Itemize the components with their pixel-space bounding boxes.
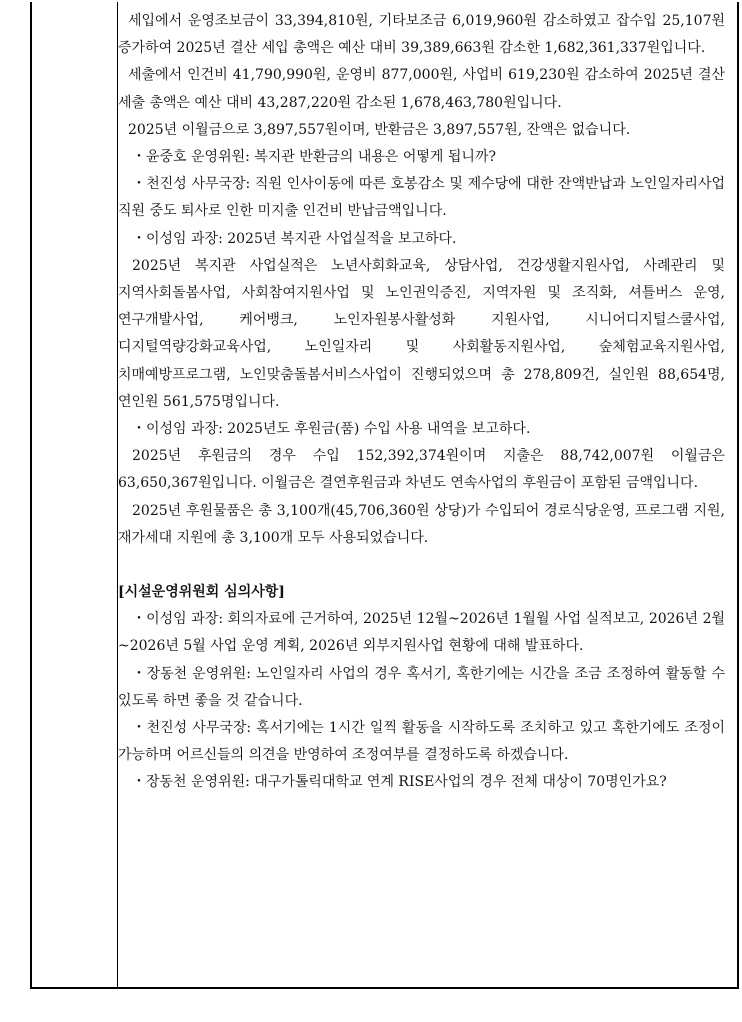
speaker-line: ・천진성 사무국장: 직원 인사이동에 따른 호봉감소 및 제수당에 대한 잔액반납과 노인일자리사업 직원 중도 퇴사로 인한 미지출 인건비 반납금액입니다. bbox=[118, 176, 725, 220]
section-heading: [시설운영위원회 심의사항] bbox=[118, 584, 285, 601]
paragraph-donations: 2025년 후원금의 경우 수입 152,392,374원이며 지출은 88,742,007원 이월금은 63,650,367원입니다. 이월금은 결연후원금과 차년도 연속사업의 후원금이 포함된 금액입니다. bbox=[118, 448, 725, 492]
speaker-line: ・장동천 운영위원: 대구가톨릭대학교 연계 RISE사업의 경우 전체 대상이 70명인가요? bbox=[132, 774, 667, 791]
paragraph-performance: 2025년 복지관 사업실적은 노년사회화교육, 상담사업, 건강생활지원사업, 사례관리 및 지역사회돌봄사업, 사회참여지원사업 및 노인권익증진, 지역자원 및 조직화, 셔틀버스 운영, 연구개발사업, 케어뱅크, 노인자원봉사활성화 지원사업, 시니어디지털스쿨사업, 디지털역량강화교육사업, 노인일자리 및 사회활동지원사업, 숲체험교육지원사업, 치매예방프로그램, 노인맞춤돌봄서비스사업이 진행되었으며 총 278,809건, 실인원 88,654명, 연인원 561,575명입니다. bbox=[118, 257, 725, 410]
paragraph-donated-goods: 2025년 후원물품은 총 3,100개(45,706,360원 상당)가 수입되어 경로식당운영, 프로그램 지원, 재가세대 지원에 총 3,100개 모두 사용되었습니다. bbox=[118, 502, 725, 546]
minutes-content-cell bbox=[118, 8, 725, 797]
paragraph-revenue: 세입에서 운영조보금이 33,394,810원, 기타보조금 6,019,960원 감소하였고 잡수입 25,107원 증가하여 2025년 결산 세입 총액은 예산 대비 39,389,663원 감소한 1,682,361,337원입니다. bbox=[118, 13, 725, 57]
paragraph-expenditure: 세출에서 인건비 41,790,990원, 운영비 877,000원, 사업비 619,230원 감소하여 2025년 결산 세출 총액은 예산 대비 43,287,220원 감소된 1,678,463,780원입니다. bbox=[118, 67, 725, 111]
speaker-line: ・장동천 운영위원: 노인일자리 사업의 경우 혹서기, 혹한기에는 시간을 조금 조정하여 활동할 수 있도록 하면 좋을 것 같습니다. bbox=[118, 665, 725, 709]
speaker-line: ・윤중호 운영위원: 복지관 반환금의 내용은 어떻게 됩니까? bbox=[132, 149, 496, 166]
speaker-line: ・이성임 과장: 2025년도 후원금(품) 수입 사용 내역을 보고하다. bbox=[132, 421, 531, 438]
speaker-line: ・천진성 사무국장: 혹서기에는 1시간 일찍 활동을 시작하도록 조치하고 있고 혹한기에도 조정이 가능하며 어르신들의 의견을 반영하여 조정여부를 결정하도록 하겠습니다. bbox=[118, 720, 725, 764]
speaker-line: ・이성임 과장: 회의자료에 근거하여, 2025년 12월~2026년 1월월 사업 실적보고, 2026년 2월~2026년 5월 사업 운영 계획, 2026년 외부지원사업 현황에 대해 발표하다. bbox=[118, 611, 725, 655]
speaker-line: ・이성임 과장: 2025년 복지관 사업실적을 보고하다. bbox=[132, 230, 457, 247]
blank-line bbox=[118, 552, 725, 579]
paragraph-carryover: 2025년 이월금으로 3,897,557원이며, 반환금은 3,897,557원, 잔액은 없습니다. bbox=[128, 121, 631, 138]
